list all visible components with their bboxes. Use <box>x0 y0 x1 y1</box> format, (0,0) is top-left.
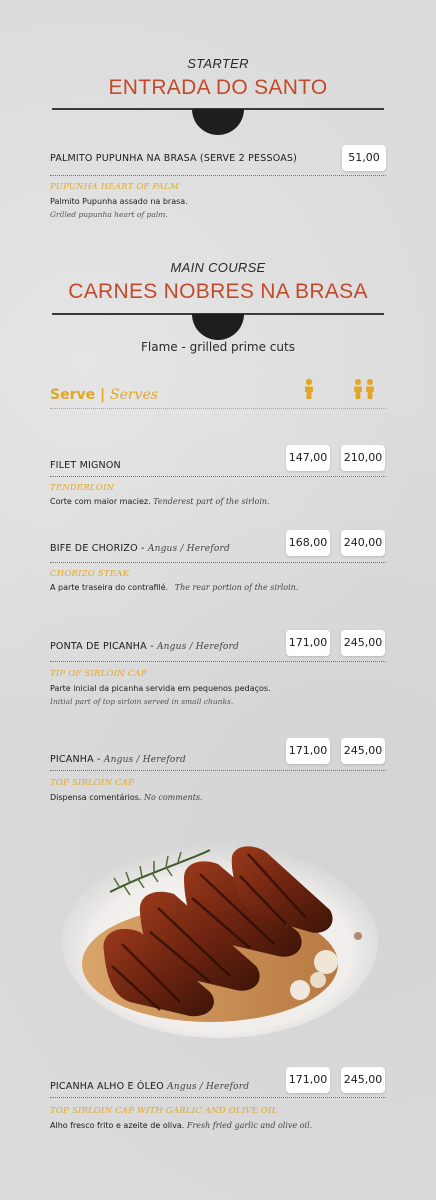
item-description-en: Fresh fried garlic and olive oil. <box>186 1121 313 1130</box>
item-dots <box>50 770 386 771</box>
item-origin: Angus / Hereford <box>156 642 239 652</box>
item-origin: Angus / Hereford <box>167 1082 250 1092</box>
main-rule-tab <box>192 314 244 340</box>
price-tag-double: 245,00 <box>341 630 385 656</box>
item-description <box>50 793 203 802</box>
price-tag-double: 210,00 <box>341 445 385 471</box>
price-tag-double: 240,00 <box>341 530 385 556</box>
item-name <box>50 1081 249 1092</box>
item-name <box>50 641 239 652</box>
item-description-en: Grilled pupunha heart of palm. <box>50 210 168 219</box>
price-tag-double: 245,00 <box>341 738 385 764</box>
serve-separator: | <box>99 387 106 403</box>
starter-title: ENTRADA DO SANTO <box>108 76 328 99</box>
item-dots <box>50 562 386 563</box>
two-people-icon <box>352 378 376 400</box>
item-dots <box>50 476 386 477</box>
item-english-title: TOP SIRLOIN CAP <box>50 778 135 788</box>
serve-label-en: Serves <box>109 387 158 403</box>
item-name <box>50 460 121 471</box>
item-description-en: Tenderest part of the sirloin. <box>153 497 270 506</box>
serve-label <box>50 387 158 403</box>
item-name <box>50 543 230 554</box>
item-description: Parte inicial da picanha servida em pequenos pedaços. <box>50 684 271 693</box>
item-name-text: PICANHA ALHO E ÓLEO <box>50 1081 164 1092</box>
price-tag-single: 168,00 <box>286 530 330 556</box>
item-description-pt: Alho fresco frito e azeite de oliva. <box>50 1121 185 1130</box>
item-description-en: The rear portion of the sirloin. <box>174 583 299 592</box>
item-name-text: PONTA DE PICANHA - <box>50 641 154 652</box>
item-description-en: Initial part of top sirloin served in small chunks. <box>50 697 234 706</box>
starter-rule-tab <box>192 109 244 135</box>
serve-dots <box>50 408 386 409</box>
item-english-title: CHORIZO STEAK <box>50 569 130 579</box>
item-name: PALMITO PUPUNHA NA BRASA (SERVE 2 PESSOAS) <box>50 153 298 164</box>
price-tag-single: 147,00 <box>286 445 330 471</box>
grilled-picanha-photo <box>60 832 380 1038</box>
price-tag-single: 171,00 <box>286 630 330 656</box>
main-subtitle: Flame - grilled prime cuts <box>141 340 295 354</box>
item-description: Palmito Pupunha assado na brasa. <box>50 197 188 206</box>
price-tag: 51,00 <box>342 145 386 171</box>
item-origin: Angus / Hereford <box>103 755 186 765</box>
item-english-title: TENDERLOIN <box>50 483 115 493</box>
item-description-pt: A parte traseira do contrafilé. <box>50 583 169 592</box>
serve-label-pt: Serve <box>50 387 96 403</box>
item-description-pt: Dispensa comentários. <box>50 793 142 802</box>
item-description-en: No comments. <box>144 793 203 802</box>
item-description <box>50 1121 312 1130</box>
item-name-text: PICANHA - <box>50 754 101 765</box>
main-title: CARNES NOBRES NA BRASA <box>68 280 368 303</box>
price-tag-single: 171,00 <box>286 738 330 764</box>
item-dots <box>50 661 386 662</box>
starter-kicker: STARTER <box>187 56 249 71</box>
item-english-title: TOP SIRLOIN CAP WITH GARLIC AND OLIVE OIL <box>50 1106 278 1116</box>
item-dots <box>50 175 386 176</box>
item-description-pt: Corte com maior maciez. <box>50 497 151 506</box>
price-tag-single: 171,00 <box>286 1067 330 1093</box>
item-name-text: BIFE DE CHORIZO - <box>50 543 145 554</box>
item-dots <box>50 1097 386 1098</box>
item-name-text: FILET MIGNON <box>50 460 121 471</box>
item-english-title: PUPUNHA HEART OF PALM <box>50 182 179 192</box>
main-kicker: MAIN COURSE <box>170 260 266 275</box>
item-origin: Angus / Hereford <box>147 544 230 554</box>
price-tag-double: 245,00 <box>341 1067 385 1093</box>
item-name <box>50 754 186 765</box>
item-english-title: TIP OF SIRLOIN CAP <box>50 669 147 679</box>
item-description <box>50 497 270 506</box>
item-description <box>50 583 298 592</box>
person-icon <box>302 378 316 400</box>
